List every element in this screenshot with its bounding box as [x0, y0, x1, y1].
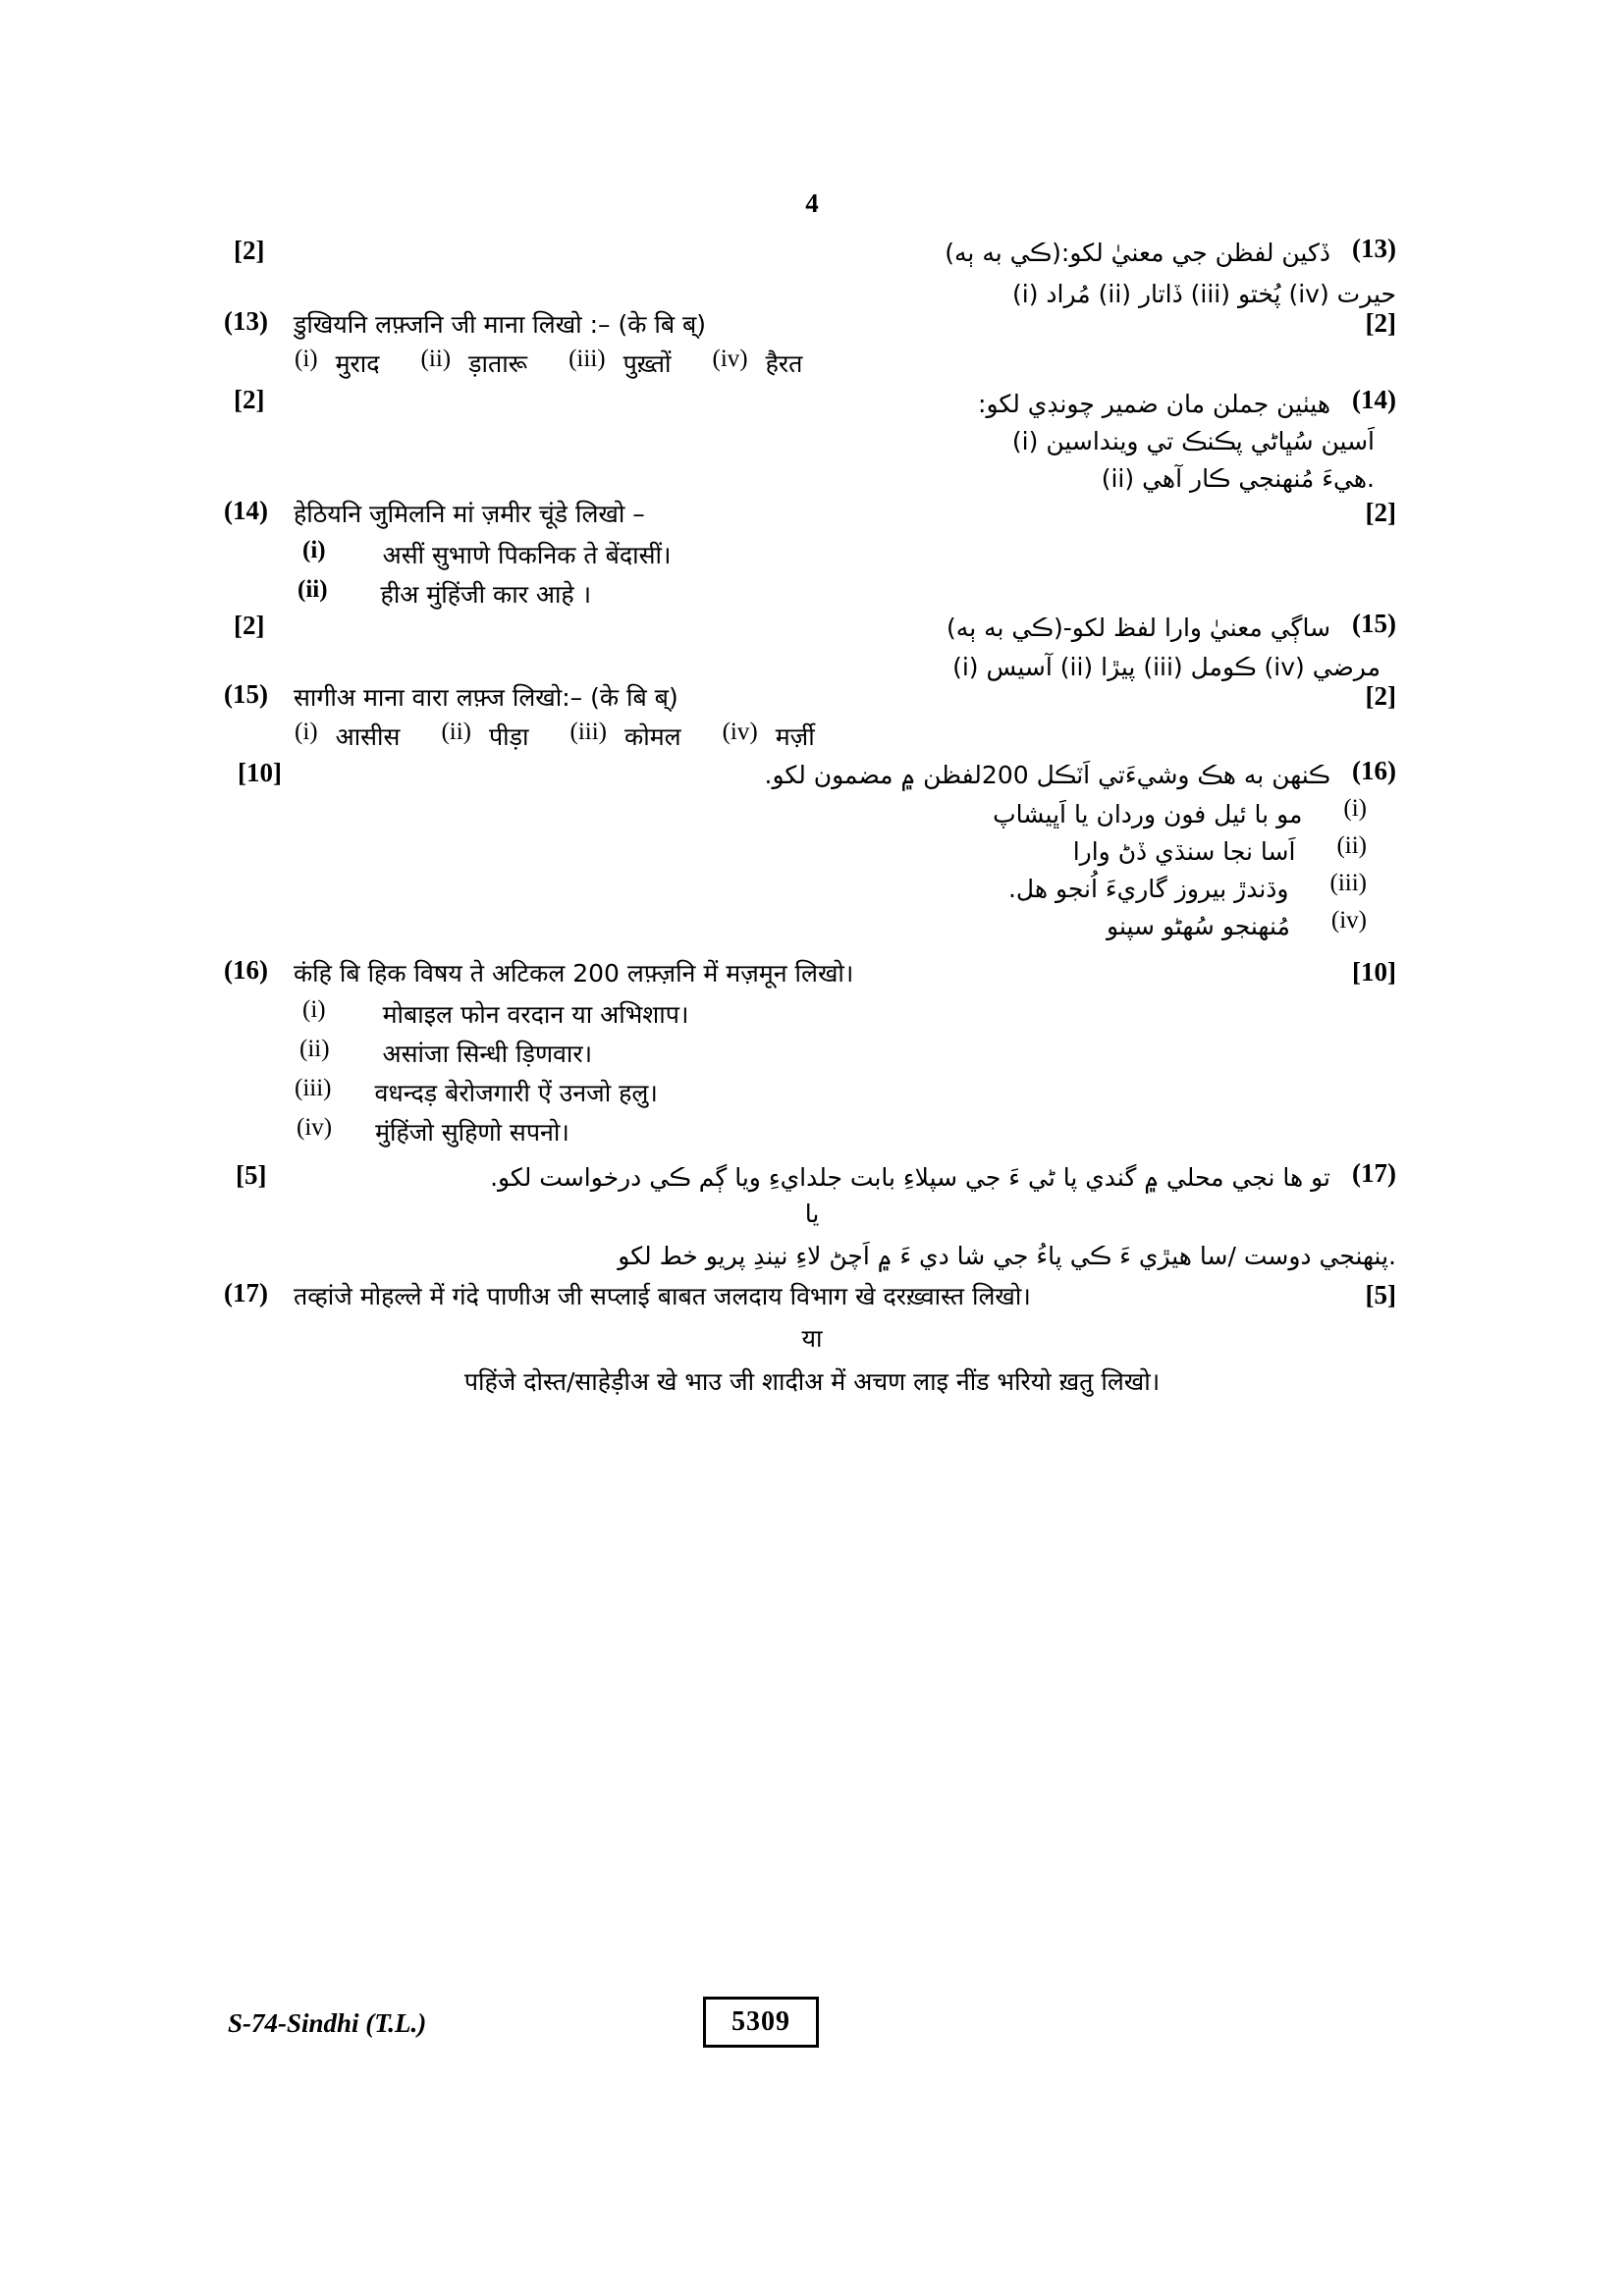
q14-hindi-marks-wrap	[1366, 498, 1396, 528]
option-label: (i)	[1343, 795, 1367, 822]
q16-hindi-option-3	[295, 1075, 658, 1113]
q16-sindhi-prompt: ڪنهن به هڪ وشيءَتي اَٽڪل 200لفظن ۾ مضمون لکو.	[764, 761, 1331, 789]
q17-sindhi-number: (17)	[1352, 1158, 1396, 1188]
q13-hindi-block	[224, 306, 706, 345]
marks-q17-hindi: [5]	[1365, 1280, 1396, 1309]
option-text: मुराद	[335, 349, 380, 378]
q13-hindi-options	[295, 346, 802, 384]
q16-sindhi-item-2	[434, 832, 1367, 873]
option-label: (iii)	[295, 1075, 332, 1101]
q14-sindhi-prompt: هيٺين جملن مان ضمير چونڊي لکو:	[978, 390, 1331, 418]
q13-hindi-prompt: डुखियनि लफ़्जनि जी माना लिखो :– (के बि ब्)	[293, 310, 707, 339]
marks-q16-sindhi: [10]	[238, 758, 282, 787]
option-label: (ii)	[299, 1036, 330, 1062]
option-text: आसीस	[335, 722, 401, 751]
q17-hindi-block	[224, 1278, 1031, 1316]
q14-sindhi-block	[513, 385, 1396, 425]
q15-hindi-block	[224, 679, 678, 718]
option-text: पीड़ा	[488, 722, 529, 751]
q17-hindi-prompt: तव्हांजे मोहल्ले में गंदे पाणीअ जी सप्लाई बाबत जलदाय विभाग खे दरख़्वास्त लिखो।	[293, 1282, 1031, 1310]
q15-sindhi-number: (15)	[1352, 609, 1396, 638]
option-text: مو با ئيل فون وردان يا اَڀيشاپ	[993, 800, 1303, 828]
q17-sindhi-alt-prompt-wrap	[414, 1237, 1396, 1277]
q16-sindhi-item-1	[434, 795, 1367, 835]
q13-sindhi-prompt: ڏکين لفظن جي معنيٰ لکو:(ڪي به ٻه)	[945, 239, 1331, 267]
q14-sindhi-item-1	[491, 422, 1375, 462]
q16-hindi-number: (16)	[224, 955, 268, 985]
option-text: असीं सुभाणे पिकनिक ते बेंदासीं।	[382, 541, 672, 569]
marks-q14-hindi: [2]	[1365, 498, 1396, 527]
option-label: (ii)	[441, 719, 471, 745]
q17-sindhi-or-word: يا	[804, 1200, 820, 1228]
q17-hindi-or-word: या	[801, 1324, 823, 1353]
q17-sindhi-block	[414, 1158, 1396, 1199]
q15-hindi-number: (15)	[224, 679, 268, 709]
q16-hindi-marks-wrap	[1352, 957, 1396, 988]
q14-sindhi-number: (14)	[1352, 385, 1396, 414]
option-label: (iv)	[1330, 907, 1367, 934]
option-text: कोमल	[624, 722, 681, 751]
q16-hindi-prompt: कंहि बि हिक विषय ते अटिकल 200 लफ़्ज़नि में मज़मून लिखो।	[293, 959, 854, 988]
option-label: (i)	[295, 719, 318, 745]
q15-hindi-marks-wrap	[1366, 681, 1396, 712]
footer-paper-code: S-74-Sindhi (T.L.)	[228, 2008, 427, 2038]
q16-sindhi-item-4	[434, 907, 1367, 947]
q13-sindhi-marks-wrap	[234, 236, 264, 266]
option-text: वधन्दड़ बेरोजगारी ऐं उनजो हलु।	[374, 1079, 658, 1107]
option-label: (iii)	[1329, 870, 1367, 896]
q14-sindhi-item-2	[491, 459, 1375, 500]
option-text: मुंहिंजो सुहिणो सपनो।	[375, 1118, 569, 1147]
option-label: (ii)	[1336, 832, 1367, 859]
option-text: मोबाइल फोन वरदान या अभिशाप।	[382, 1000, 689, 1029]
q17-hindi-marks-wrap	[1366, 1280, 1396, 1310]
q15-hindi-prompt: सागीअ माना वारा लफ़्ज लिखो:– (के बि ब्)	[293, 683, 678, 712]
q14-sindhi-item-text: (i) اَسين سُڀاڻي پڪنڪ تي وينداسين	[1011, 427, 1375, 455]
paper-number-box	[703, 1997, 819, 2048]
option-label: (ii)	[298, 576, 328, 603]
q16-sindhi-number: (16)	[1352, 756, 1396, 785]
marks-q14-sindhi: [2]	[234, 385, 265, 414]
option-text: ड़ातारू	[468, 349, 528, 378]
option-label: (iv)	[722, 719, 758, 745]
page-number: 4	[805, 188, 819, 218]
q17-sindhi-prompt: تو ها نجي محلي ۾ گندي پا ڻي ءَ جي سپلاءِ بابت جلدايءِ ويا ڳم ڪي درخواست لکو.	[490, 1163, 1331, 1192]
q17-sindhi-alt-prompt: پنهنجي دوست /سا هيڙي ءَ ڪي پاءُ جي شا دي ءَ ۾ اَچڻ لاءِ نيندِ پريو خط لکو.	[618, 1242, 1396, 1270]
option-label: (iv)	[297, 1114, 333, 1141]
option-label: (i)	[302, 996, 326, 1023]
q14-sindhi-marks-wrap	[234, 385, 264, 415]
q16-hindi-option-1	[302, 996, 688, 1035]
q13-sindhi-block	[611, 234, 1396, 274]
q13-hindi-marks-wrap	[1366, 308, 1396, 339]
q16-sindhi-item-3	[434, 870, 1367, 910]
q14-hindi-prompt: हेठियनि जुमिलनि मां ज़मीर चूंडे लिखो –	[293, 500, 645, 528]
option-label: (i)	[302, 537, 326, 563]
q14-hindi-block	[224, 496, 645, 534]
q13-sindhi-options-line: (i) مُراد (ii) ڏاتار (iii) پُختو (iv) حيرت	[1012, 280, 1396, 308]
q16-hindi-block	[224, 955, 853, 993]
option-text: اَسا نجا سنڌي ڏڻ وارا	[1072, 837, 1296, 866]
q17-hindi-number: (17)	[224, 1278, 268, 1308]
paper-number: 5309	[731, 2006, 790, 2037]
marks-q15-sindhi: [2]	[234, 611, 265, 640]
q15-sindhi-options-line: (i) آسيس (ii) پيڙا (iii) ڪومل (iv) مرضي	[952, 653, 1380, 681]
q15-hindi-options	[295, 719, 815, 757]
q15-sindhi-prompt: ساڳي معنيٰ وارا لفظ لکو-(ڪي به ٻه)	[947, 614, 1331, 642]
option-label: (iii)	[568, 346, 606, 372]
option-text: मर्ज़ी	[775, 722, 815, 751]
marks-q13-hindi: [2]	[1365, 308, 1396, 338]
marks-q16-hindi: [10]	[1352, 957, 1396, 987]
option-label: (iv)	[712, 346, 748, 372]
q15-sindhi-marks-wrap	[234, 611, 264, 641]
option-text: पुख़्तों	[623, 349, 672, 378]
q14-hindi-number: (14)	[224, 496, 268, 525]
option-text: وڌندڙ بيروز گاريءَ اُنجو هل.	[1007, 875, 1289, 903]
q14-sindhi-item-text: (ii) هيءَ مُنهنجي ڪار آهي.	[1101, 464, 1375, 493]
q16-hindi-option-4	[297, 1114, 569, 1152]
option-text: हैरत	[765, 349, 803, 378]
option-label: (iii)	[569, 719, 608, 745]
marks-q15-hindi: [2]	[1365, 681, 1396, 711]
marks-q17-sindhi: [5]	[236, 1160, 267, 1190]
option-text: असांजा सिन्धी ड़िणवार।	[382, 1040, 593, 1068]
q17-sindhi-marks-wrap	[236, 1160, 266, 1191]
option-text: हीअ मुंहिंजी कार आहे ।	[380, 580, 592, 609]
q13-sindhi-number: (13)	[1352, 234, 1396, 263]
option-label: (i)	[295, 346, 318, 372]
option-label: (ii)	[420, 346, 452, 372]
q14-hindi-option-1	[302, 537, 671, 575]
option-text: مُنهنجو سُهڻو سپنو	[1107, 912, 1290, 940]
q16-sindhi-marks-wrap	[238, 758, 282, 788]
q16-hindi-option-2	[299, 1036, 592, 1074]
q16-sindhi-block	[463, 756, 1396, 796]
q15-sindhi-block	[513, 609, 1396, 649]
q13-hindi-number: (13)	[224, 306, 268, 336]
q17-hindi-alt-prompt: पहिंजे दोस्त/साहेड़ीअ खे भाउ जी शादीअ में अचण लाइ नींड भरियो ख़तु लिखो।	[463, 1367, 1161, 1396]
marks-q13-sindhi: [2]	[234, 236, 265, 265]
